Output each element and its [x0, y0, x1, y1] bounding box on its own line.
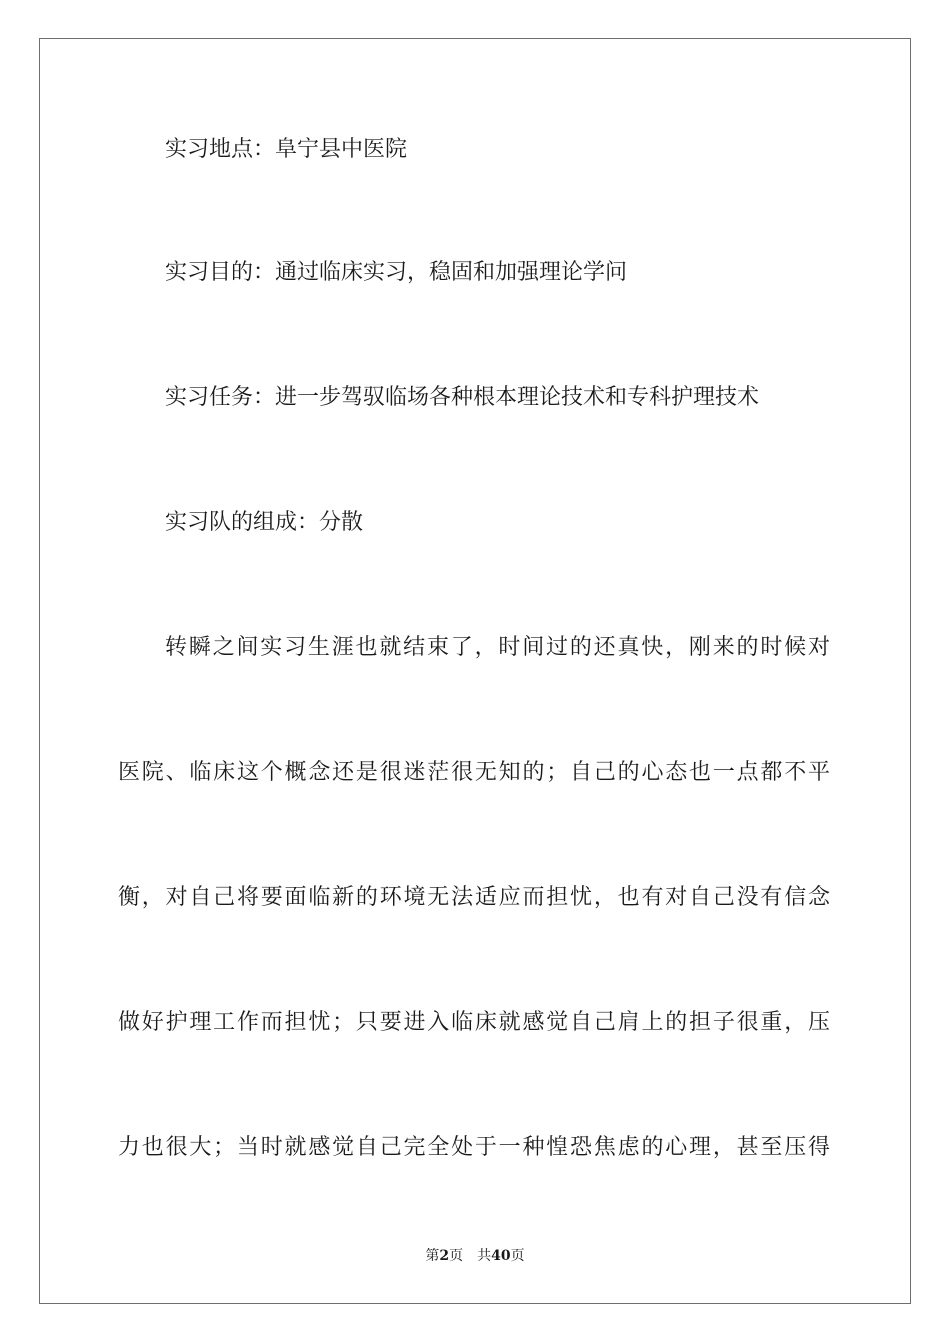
footer-total-prefix: 共: [477, 1248, 492, 1264]
footer-page-number: 2: [439, 1248, 450, 1264]
page-footer: [0, 1246, 950, 1266]
page-border: [39, 38, 911, 1304]
footer-page-prefix: 第: [425, 1248, 440, 1264]
text-line-paragraph: 衡，对自己将要面临新的环境无法适应而担忧，也有对自己没有信念: [118, 885, 830, 910]
text-line-paragraph: 力也很大；当时就感觉自己完全处于一种惶恐焦虑的心理，甚至压得: [118, 1135, 830, 1160]
text-line-practice-location: 实习地点：阜宁县中医院: [165, 137, 408, 162]
text-line-paragraph-start: 转瞬之间实习生涯也就结束了，时间过的还真快，刚来的时候对: [165, 635, 830, 660]
text-line-team-composition: 实习队的组成：分散: [165, 510, 364, 535]
footer-total-number: 40: [491, 1248, 511, 1264]
footer-total-suffix: 页: [510, 1248, 525, 1264]
text-line-practice-purpose: 实习目的：通过临床实习，稳固和加强理论学问: [165, 260, 628, 285]
text-line-practice-task: 实习任务：进一步驾驭临场各种根本理论技术和专科护理技术: [165, 385, 760, 410]
footer-page-suffix: 页: [449, 1248, 464, 1264]
text-line-paragraph: 医院、临床这个概念还是很迷茫很无知的；自己的心态也一点都不平: [118, 760, 830, 785]
text-line-paragraph: 做好护理工作而担忧；只要进入临床就感觉自己肩上的担子很重，压: [118, 1010, 830, 1035]
